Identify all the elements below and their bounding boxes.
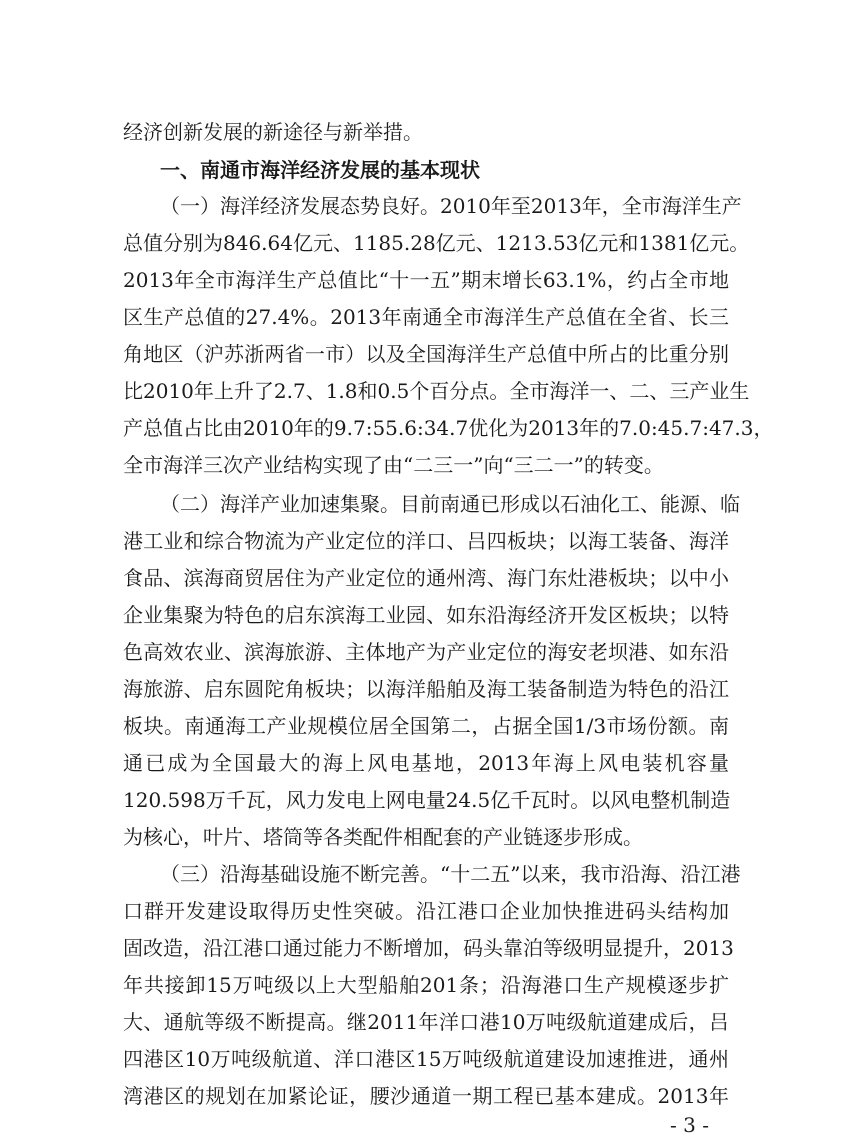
text-line: 口群开发建设取得历史性突破。沿江港口企业加快推进码头结构加 xyxy=(123,899,729,923)
text-line: 120.598万千瓦，风力发电上网电量24.5亿千瓦时。以风电整机制造 xyxy=(123,788,731,812)
text-line: 固改造，沿江港口通过能力不断增加，码头靠泊等级明显提升，2013 xyxy=(123,936,734,960)
text-line xyxy=(160,856,741,892)
text-line: 食品、滨海商贸居住为产业定位的通州湾、海门东灶港板块；以中小 xyxy=(123,566,729,590)
text-line: 产总值占比由2010年的9.7:55.6:34.7优化为2013年的7.0:45.7:47.3， xyxy=(123,416,774,440)
text-line: 港工业和综合物流为产业定位的洋口、吕四板块；以海工装备、海洋 xyxy=(123,529,729,553)
text-line: 比2010年上升了2.7、1.8和0.5个百分点。全市海洋一、二、三产业生 xyxy=(123,379,750,403)
subheading: （一）海洋经济发展态势良好。 xyxy=(160,194,440,218)
section-heading: 一、南通市海洋经济发展的基本现状 xyxy=(160,158,480,182)
text-line: 区生产总值的27.4%。2013年南通全市海洋生产总值在全省、长三 xyxy=(123,305,729,329)
text-span: 2010年至2013年，全市海洋生产 xyxy=(440,194,742,218)
page-number: - 3 - xyxy=(670,1113,709,1137)
text-line: 海旅游、启东圆陀角板块；以海洋船舶及海工装备制造为特色的沿江 xyxy=(123,677,729,701)
text-line xyxy=(160,486,740,522)
text-line: 企业集聚为特色的启东滨海工业园、如东沿海经济开发区板块；以特 xyxy=(123,603,729,627)
text-line: 湾港区的规划在加紧论证，腰沙通道一期工程已基本建成。2013年 xyxy=(123,1084,729,1108)
text-line: 全市海洋三次产业结构实现了由“二三一”向“三二一”的转变。 xyxy=(123,453,664,477)
subheading: （二）海洋产业加速集聚。 xyxy=(160,492,400,516)
text-line: 板块。南通海工产业规模位居全国第二，占据全国1/3市场份额。南 xyxy=(123,714,729,738)
text-line: 总值分别为846.64亿元、1185.28亿元、1213.53亿元和1381亿元。 xyxy=(123,231,750,255)
text-line xyxy=(160,188,742,224)
text-line: 大、通航等级不断提高。继2011年洋口港10万吨级航道建成后，吕 xyxy=(123,1010,729,1034)
text-span: 目前南通已形成以石油化工、能源、临 xyxy=(400,492,740,516)
text-line: 2013年全市海洋生产总值比“十一五”期末增长63.1%，约占全市地 xyxy=(123,268,729,292)
text-line: 通已成为全国最大的海上风电基地，2013年海上风电装机容量 xyxy=(123,751,729,775)
text-line: 年共接卸15万吨级以上大型船舶201条；沿海港口生产规模逐步扩 xyxy=(123,973,729,997)
text-span: “十二五”以来，我市沿海、沿江港 xyxy=(440,862,741,886)
text-line: 经济创新发展的新途径与新举措。 xyxy=(123,120,423,144)
text-line: 为核心，叶片、塔筒等各类配件相配套的产业链逐步形成。 xyxy=(123,825,643,849)
subheading: （三）沿海基础设施不断完善。 xyxy=(160,862,440,886)
text-line: 四港区10万吨级航道、洋口港区15万吨级航道建设加速推进，通州 xyxy=(123,1047,729,1071)
text-line: 角地区（沪苏浙两省一市）以及全国海洋生产总值中所占的比重分别 xyxy=(123,342,729,366)
text-line: 色高效农业、滨海旅游、主体地产为产业定位的海安老坝港、如东沿 xyxy=(123,640,729,664)
